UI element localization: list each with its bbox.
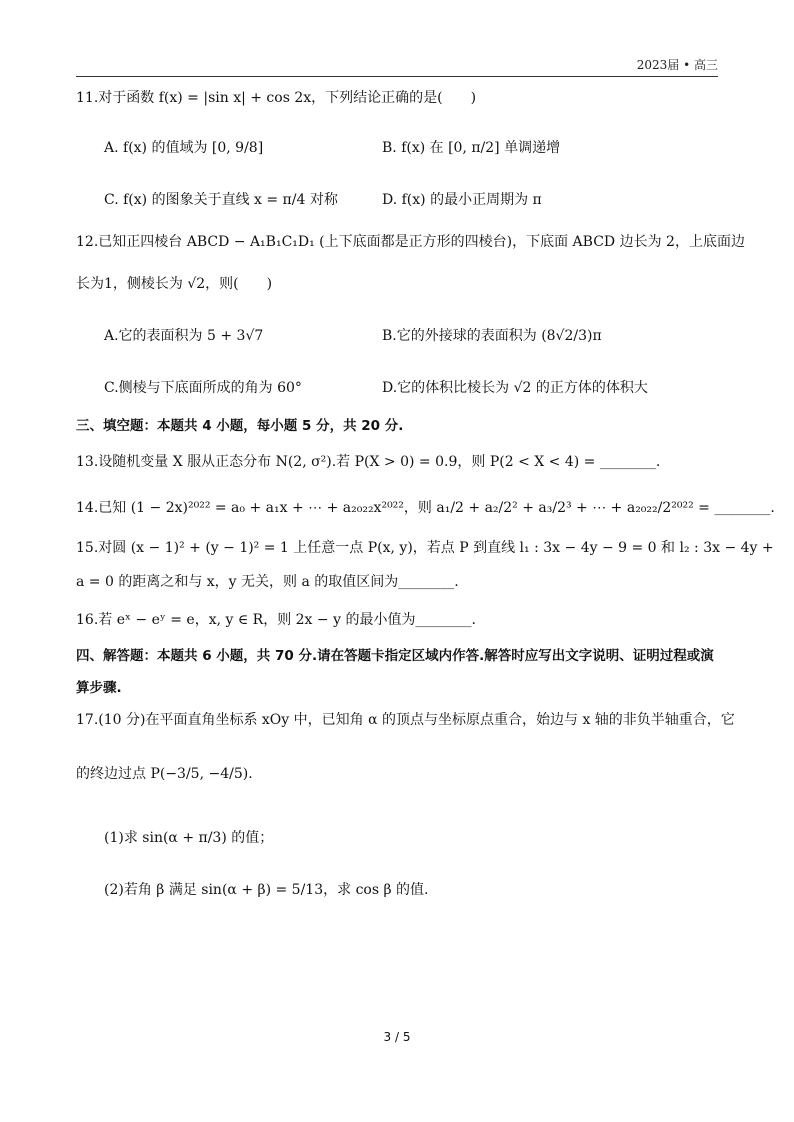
q12-stem-line1: 12.已知正四棱台 ABCD − A₁B₁C₁D₁ (上下底面都是正方形的四棱台)，下底面 ABCD 边长为 2，上底面边 (76, 234, 745, 250)
q12-option-d: D.它的体积比棱长为 √2 的正方体的体积大 (382, 380, 648, 396)
q17-line1: 17.(10 分)在平面直角坐标系 xOy 中，已知角 α 的顶点与坐标原点重合，始边与 x 轴的非负半轴重合，它 (76, 712, 735, 728)
q12-option-b: B.它的外接球的表面积为 (8√2/3)π (382, 328, 602, 344)
q17-part2: (2)若角 β 满足 sin(α + β) = 5/13，求 cos β 的值. (104, 882, 429, 898)
q11-option-b: B. f(x) 在 [0, π/2] 单调递增 (382, 140, 561, 156)
header-divider (76, 76, 718, 77)
q11-option-a: A. f(x) 的值域为 [0, 9/8] (104, 140, 264, 156)
header-label: 2023届 • 高三 (636, 58, 718, 72)
section-4-heading-line1: 四、解答题：本题共 6 小题，共 70 分.请在答题卡指定区域内作答.解答时应写出文字说明、证明过程或演 (76, 648, 714, 664)
q16-text: 16.若 eˣ − eʸ = e，x, y ∈ R，则 2x − y 的最小值为________. (76, 612, 476, 628)
q15-line1: 15.对圆 (x − 1)² + (y − 1)² = 1 上任意一点 P(x, y)，若点 P 到直线 l₁ : 3x − 4y − 9 = 0 和 l₂ : 3x − 4y + (76, 540, 774, 556)
q14-text: 14.已知 (1 − 2x)²⁰²² = a₀ + a₁x + ⋯ + a₂₀₂₂x²⁰²²，则 a₁/2 + a₂/2² + a₃/2³ + ⋯ + a₂₀₂₂/2²⁰²² = ________. (76, 500, 775, 516)
q13-text: 13.设随机变量 X 服从正态分布 N(2, σ²).若 P(X > 0) = 0.9，则 P(2 < X < 4) = ________. (76, 454, 661, 470)
q11-stem: 11.对于函数 f(x) = |sin x| + cos 2x，下列结论正确的是( ) (76, 90, 477, 106)
q12-stem-line2: 长为1，侧棱长为 √2，则( ) (76, 276, 273, 292)
section-3-heading: 三、填空题：本题共 4 小题，每小题 5 分，共 20 分. (76, 418, 404, 434)
section-4-heading-line2: 算步骤. (76, 680, 122, 696)
q17-part1: (1)求 sin(α + π/3) 的值； (104, 830, 274, 846)
q15-line2: a = 0 的距离之和与 x，y 无关，则 a 的取值区间为________. (76, 574, 459, 590)
q12-option-c: C.侧棱与下底面所成的角为 60° (104, 380, 302, 396)
q11-option-c: C. f(x) 的图象关于直线 x = π/4 对称 (104, 192, 338, 208)
q11-option-d: D. f(x) 的最小正周期为 π (382, 192, 542, 208)
page-number: 3 / 5 (383, 1030, 411, 1044)
q12-option-a: A.它的表面积为 5 + 3√7 (104, 328, 264, 344)
q17-line2: 的终边过点 P(−3/5, −4/5). (76, 766, 253, 782)
